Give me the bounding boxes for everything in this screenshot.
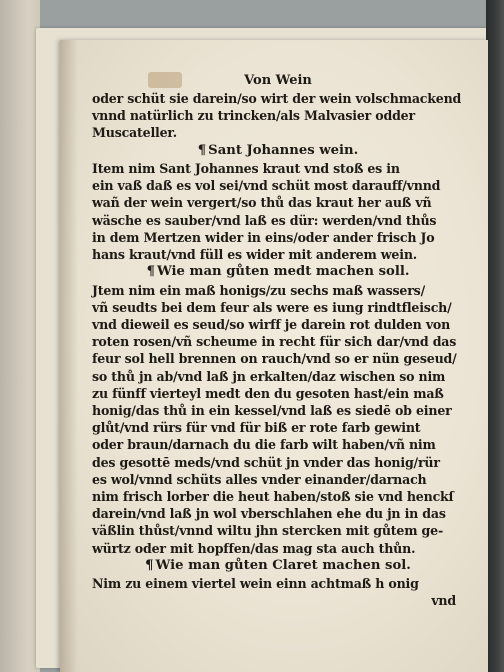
text-line: honig/das thů in ein kessel/vnd laß es siedē ob einer [92, 403, 452, 418]
text-line: vnd dieweil es seud/so wirff je darein rot dulden von [92, 317, 451, 333]
text-line: hans kraut/vnd füll es wider mit anderem wein. [92, 247, 417, 262]
text-line: nim frisch lorber die heut haben/stoß sie vnd henckſ [92, 488, 454, 504]
section-heading [92, 142, 464, 161]
text-line: Muscateller. [92, 125, 177, 141]
text-line: oder schüt sie darein/so wirt der wein volschmackend [92, 91, 462, 106]
running-head: Von Wein [244, 73, 312, 88]
text-line: oder braun/darnach du die farb wilt haben/vñ nim [92, 437, 436, 453]
text-line: vñ seudts bei dem feur als were es iung rindtfleisch/ [92, 299, 452, 315]
text-line: so thů jn ab/vnd laß jn erkalten/daz wischen so nim [92, 368, 446, 384]
gutter-shadow [60, 40, 78, 672]
pilcrow-icon: ¶ [146, 264, 155, 280]
text-line: wäsche es sauber/vnd laß es dür: werden/vnd thůs [92, 212, 437, 228]
text-line: würtz oder mit hopffen/das mag sta auch thůn. [92, 540, 416, 556]
pilcrow-icon: ¶ [197, 142, 207, 158]
scanner-bed-edge [486, 0, 504, 672]
text-line: vnnd natürlich zu trincken/als Malvasier odder [92, 108, 415, 124]
text-line: darein/vnd laß jn wol vberschlahen ehe du jn in das [92, 506, 446, 522]
text-line: glůt/vnd rürs für vnd für biß er rote farb gewint [92, 420, 421, 436]
text-line: Jtem nim ein maß honigs/zu sechs maß wassers/ [92, 282, 425, 298]
text-line: in dem Mertzen wider in eins/oder ander frisch Jo [92, 229, 435, 245]
section-heading [92, 263, 464, 282]
text-block [92, 72, 464, 610]
facing-leaf [0, 0, 40, 672]
text-line: Nim zu einem viertel wein einn achtmaß h onig [92, 576, 419, 592]
section-heading-text: Wie man gůten medt machen soll. [156, 264, 410, 280]
section-heading-text: Wie man gůten Claret machen sol. [155, 557, 411, 573]
text-line: wañ der wein vergert/so thů das kraut her auß vñ [92, 195, 432, 211]
text-line: vnd [431, 593, 456, 609]
text-line: väßlin thůst/vnnd wiltu jhn stercken mit gůtem ge- [92, 523, 443, 539]
text-line: Item nim Sant Johannes kraut vnd stoß es in [92, 161, 400, 177]
text-line: des gesottē meds/vnd schüt jn vnder das honig/rür [92, 454, 440, 470]
text-line: feur sol hell brennen on rauch/vnd so er nün geseud/ [92, 351, 457, 367]
pilcrow-icon: ¶ [145, 557, 154, 573]
text-line: es wol/vnnd schüts alles vnder einander/darnach [92, 471, 427, 487]
text-line: ein vaß daß es vol sei/vnd schüt most darauff/vnnd [92, 178, 441, 194]
section-heading-text: Sant Johannes wein. [208, 142, 359, 158]
section-heading [92, 557, 464, 576]
text-line: zu fünff vierteyl medt den du gesoten hast/ein maß [92, 385, 444, 401]
text-line: roten rosen/vñ scheume in recht für sich dar/vnd das [92, 334, 457, 350]
